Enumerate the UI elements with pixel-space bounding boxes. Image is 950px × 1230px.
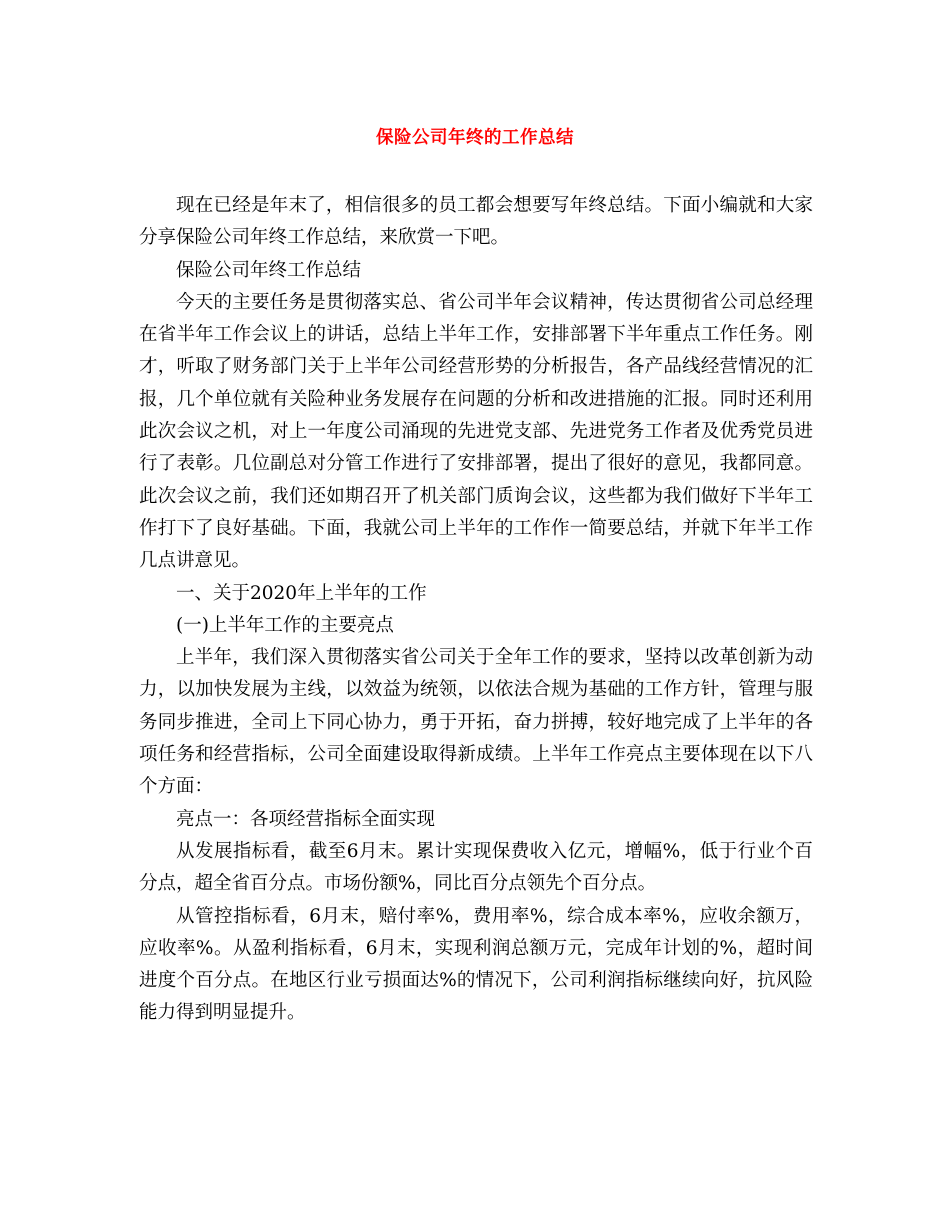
section-heading-1: 一、关于2020年上半年的工作 (176, 582, 427, 604)
paragraph-subtitle: 保险公司年终工作总结 (176, 259, 362, 281)
paragraph-development: 从发展指标看，截至6月末。累计实现保费收入亿元，增幅%，低于行业个百分点，超全省百分点。市场份额%，同比百分点领先个百分点。 (139, 840, 813, 895)
document-body (139, 190, 813, 1030)
paragraph-intro: 现在已经是年末了，相信很多的员工都会想要写年终总结。下面小编就和大家分享保险公司年终工作总结，来欣赏一下吧。 (139, 195, 813, 249)
paragraph-opening: 今天的主要任务是贯彻落实总、省公司半年会议精神，传达贯彻省公司总经理在省半年工作会议上的讲话，总结上半年工作，安排部署下半年重点工作任务。刚才，听取了财务部门关于上半年公司经营形势的分析报告，各产品线经营情况的汇报，几个单位就有关险种业务发展存在问题的分析和改进措施的汇报。同时还利用此次会议之机，对上一年度公司涌现的先进党支部、先进党务工作者及优秀党员进行了表彰。几位副总对分管工作进行了安排部署，提出了很好的意见，我都同意。此次会议之前，我们还如期召开了机关部门质询会议，这些都为我们做好下半年工作打下了良好基础。下面，我就公司上半年的工作作一简要总结，并就下年半工作几点讲意见。 (139, 291, 813, 572)
document-title: 保险公司年终的工作总结 (376, 128, 574, 148)
paragraph-control: 从管控指标看，6月末，赔付率%，费用率%，综合成本率%，应收余额万，应收率%。从盈利指标看，6月末，实现利润总额万元，完成年计划的%，超时间进度个百分点。在地区行业亏损面达%的情况下，公司利润指标继续向好，抗风险能力得到明显提升。 (139, 905, 813, 1024)
subsection-heading-1: (一)上半年工作的主要亮点 (176, 614, 394, 636)
paragraph-overview: 上半年，我们深入贯彻落实省公司关于全年工作的要求，坚持以改革创新为动力，以加快发展为主线，以效益为统领，以依法合规为基础的工作方针，管理与服务同步推进，全司上下同心协力，勇于开拓，奋力拼搏，较好地完成了上半年的各项任务和经营指标，公司全面建设取得新成绩。上半年工作亮点主要体现在以下八个方面： (139, 647, 813, 798)
highlight-heading-1: 亮点一：各项经营指标全面实现 (176, 808, 436, 830)
